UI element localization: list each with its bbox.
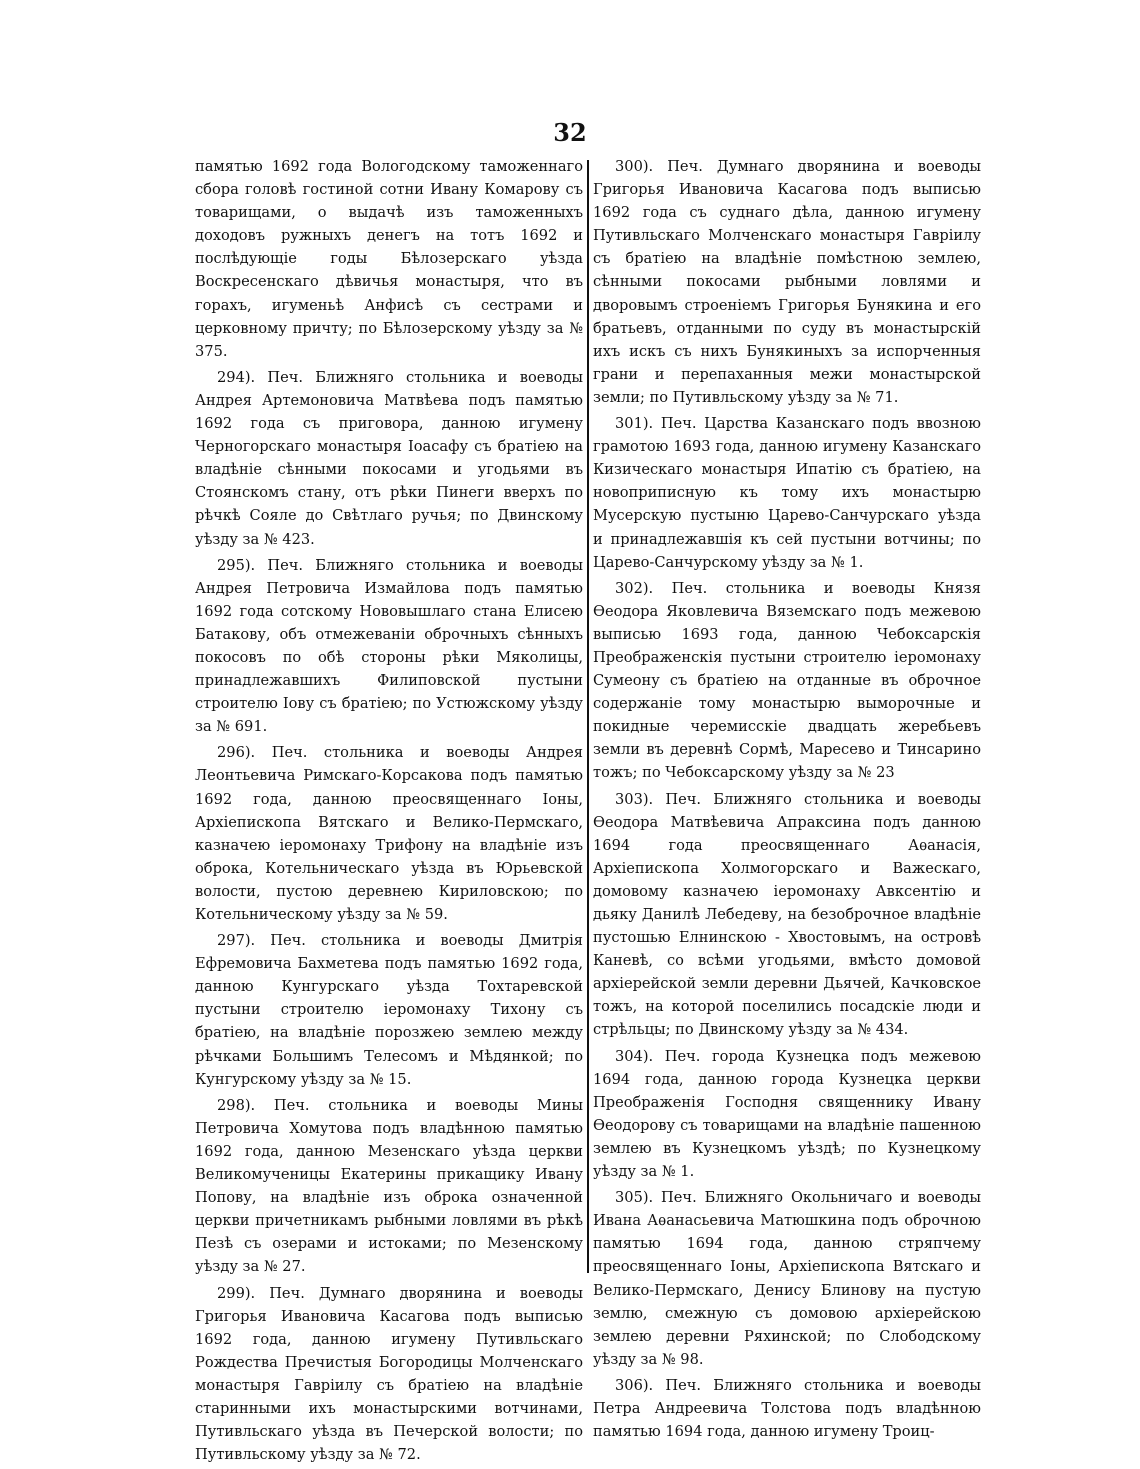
column-divider bbox=[587, 160, 589, 1273]
entry-299: 299). Печ. Думнаго дворянина и воеводы Григорья Ивановича Касагова подъ выписью 1692 года, данною игумену Путивльскаго Рождества Пречистыя Богородицы Молченскаго монастыря Гаврiилу съ братіею на владѣніе старинными ихъ монастырскими вотчинами, Путивльскаго уѣзда въ Печерской волости; по Путивльскому уѣзду за № 72. bbox=[195, 1284, 583, 1464]
entry-306: 306). Печ. Ближняго стольника и воеводы Петра Андреевича Толстова подъ владѣнною памятью 1694 года, данною игумену Троиц- bbox=[593, 1376, 981, 1441]
entry-305: 305). Печ. Ближняго Окольничаго и воеводы Ивана Аѳанасьевича Матюшкина подъ оброчною памятью 1694 года, данною стряпчему преосвященнаго Іоны, Архіепископа Вятскаго и Велико-Пермскаго, Денису Блинову на пустую землю, смежную съ домовою архіерейскою землею деревни Ряхинской; по Слободскому уѣзду за № 98. bbox=[593, 1189, 981, 1368]
page-number: 32 bbox=[553, 118, 587, 147]
entry-294: 294). Печ. Ближняго стольника и воеводы Андрея Артемоновича Матвѣева подъ памятью 1692 года съ приговора, данною игумену Черногорскаго монастыря Іоасафу съ братіею на владѣніе сѣнными покосами и угодьями въ Стоянскомъ стану, отъ рѣки Пинеги вверхъ по рѣчкѣ Сояле до Свѣтлаго ручья; по Двинскому уѣзду за № 423. bbox=[195, 368, 583, 548]
entry-298: 298). Печ. стольника и воеводы Мины Петровича Хомутова подъ владѣнною памятью 1692 года, данною Мезенскаго уѣзда церкви Великомученицы Екатерины прикащику Ивану Попову, на владѣніе изъ оброка означенной церкви причетникамъ рыбными ловлями въ рѣкѣ Пезѣ съ озерами и истоками; по Мезенскому уѣзду за № 27. bbox=[195, 1096, 583, 1276]
entry-300: 300). Печ. Думнаго дворянина и воеводы Григорья Ивановича Касагова подъ выписью 1692 года съ суднаго дѣла, данною игумену Путивльскаго Молченскаго монастыря Гаврiилу съ братіею на владѣніе помѣстною землею, сѣнными покосами рыбными ловлями и дворовымъ строеніемъ Григорья Бунякина и его братьевъ, отданными по суду въ монастырскій ихъ искъ съ нихъ Бунякиныхъ за испорченныя грани и перепаханныя межи монастырской земли; по Путивльскому уѣзду за № 71. bbox=[593, 158, 981, 406]
entry-301: 301). Печ. Царства Казанскаго подъ ввозною грамотою 1693 года, данною игумену Казанскаго Кизическаго монастыря Ипатію съ братіею, на новоприписную къ тому ихъ монастырю Мусерскую пустыню Царево-Санчурскаго уѣзда и принадлежавшія къ сей пустыни вотчины; по Царево-Санчурскому уѣзду за № 1. bbox=[593, 415, 981, 571]
entry-296: 296). Печ. стольника и воеводы Андрея Леонтьевича Римскаго-Корсакова подъ памятью 1692 года, данною преосвященнаго Іоны, Архіепископа Вятскаго и Велико-Пермскаго, казначею іеромонаху Трифону на владѣніе изъ оброка, Котельническаго уѣзда въ Юрьевской волости, пустою деревнею Кириловскою; по Котельническому уѣзду за № 59. bbox=[195, 744, 583, 923]
entry-303: 303). Печ. Ближняго стольника и воеводы Ѳеодора Матвѣевича Апраксина подъ данною 1694 года преосвященнаго Аѳанасія, Архіепископа Холмогорскаго и Важескаго, домовому казначею іеромонаху Авксентію и дьяку Данилѣ Лебедеву, на безоброчное владѣніе пустошью Елнинскою - Хвостовымъ, на островѣ Каневѣ, со всѣми угодьями, вмѣсто домовой архіерейской земли деревни Дьячей, Качковское тожъ, на которой поселились посадскіе люди и стрѣльцы; по Двинскому уѣзду за № 434. bbox=[593, 790, 981, 1039]
entry-continuation: памятью 1692 года Вологодскому таможеннаго сбора головѣ гостиной сотни Ивану Комарову съ товарищами, о выдачѣ изъ таможенныхъ доходовъ ружныхъ денегъ на тотъ 1692 и послѣдующіе годы Бѣлозерскаго уѣзда Воскресенскаго дѣвичья монастыря, что въ горахъ, игуменьѣ Анфисѣ съ сестрами и церковному причту; по Бѣлозерскому уѣзду за № 375. bbox=[195, 158, 583, 360]
left-column bbox=[195, 155, 583, 1469]
entry-297: 297). Печ. стольника и воеводы Дмитрія Ефремовича Бахметева подъ памятью 1692 года, данною Кунгурскаго уѣзда Тохтаревской пустыни строителю іеромонаху Тихону съ братіею, на владѣніе порозжею землею между рѣчками Большимъ Телесомъ и Мѣдянкой; по Кунгурскому уѣзду за № 15. bbox=[195, 932, 583, 1088]
entry-302: 302). Печ. стольника и воеводы Князя Ѳеодора Яковлевича Вяземскаго подъ межевою выписью 1693 года, данною Чебоксарскія Преображенскія пустыни строителю іеромонаху Сумеону съ братіею на отданные въ оброчное содержаніе тому монастырю выморочные и покидные черемисскіе двадцать жеребьевъ земли въ деревнѣ Сормѣ, Маресево и Тинсарино тожъ; по Чебоксарскому уѣзду за № 23 bbox=[593, 579, 981, 782]
right-column bbox=[593, 155, 981, 1446]
entry-295: 295). Печ. Ближняго стольника и воеводы Андрея Петровича Измайлова подъ памятью 1692 года сотскому Нововышлаго стана Елисею Батакову, объ отмежеваніи оброчныхъ сѣнныхъ покосовъ по обѣ стороны рѣки Мяколицы, принадлежавшихъ Филиповской пустыни строителю Іову съ братіею; по Устюжскому уѣзду за № 691. bbox=[195, 556, 583, 736]
entry-304: 304). Печ. города Кузнецка подъ межевою 1694 года, данною города Кузнецка церкви Преображенія Господня священнику Ивану Ѳеодорову съ товарищами на владѣніе пашенною землею въ Кузнецкомъ уѣздѣ; по Кузнецкому уѣзду за № 1. bbox=[593, 1047, 981, 1181]
